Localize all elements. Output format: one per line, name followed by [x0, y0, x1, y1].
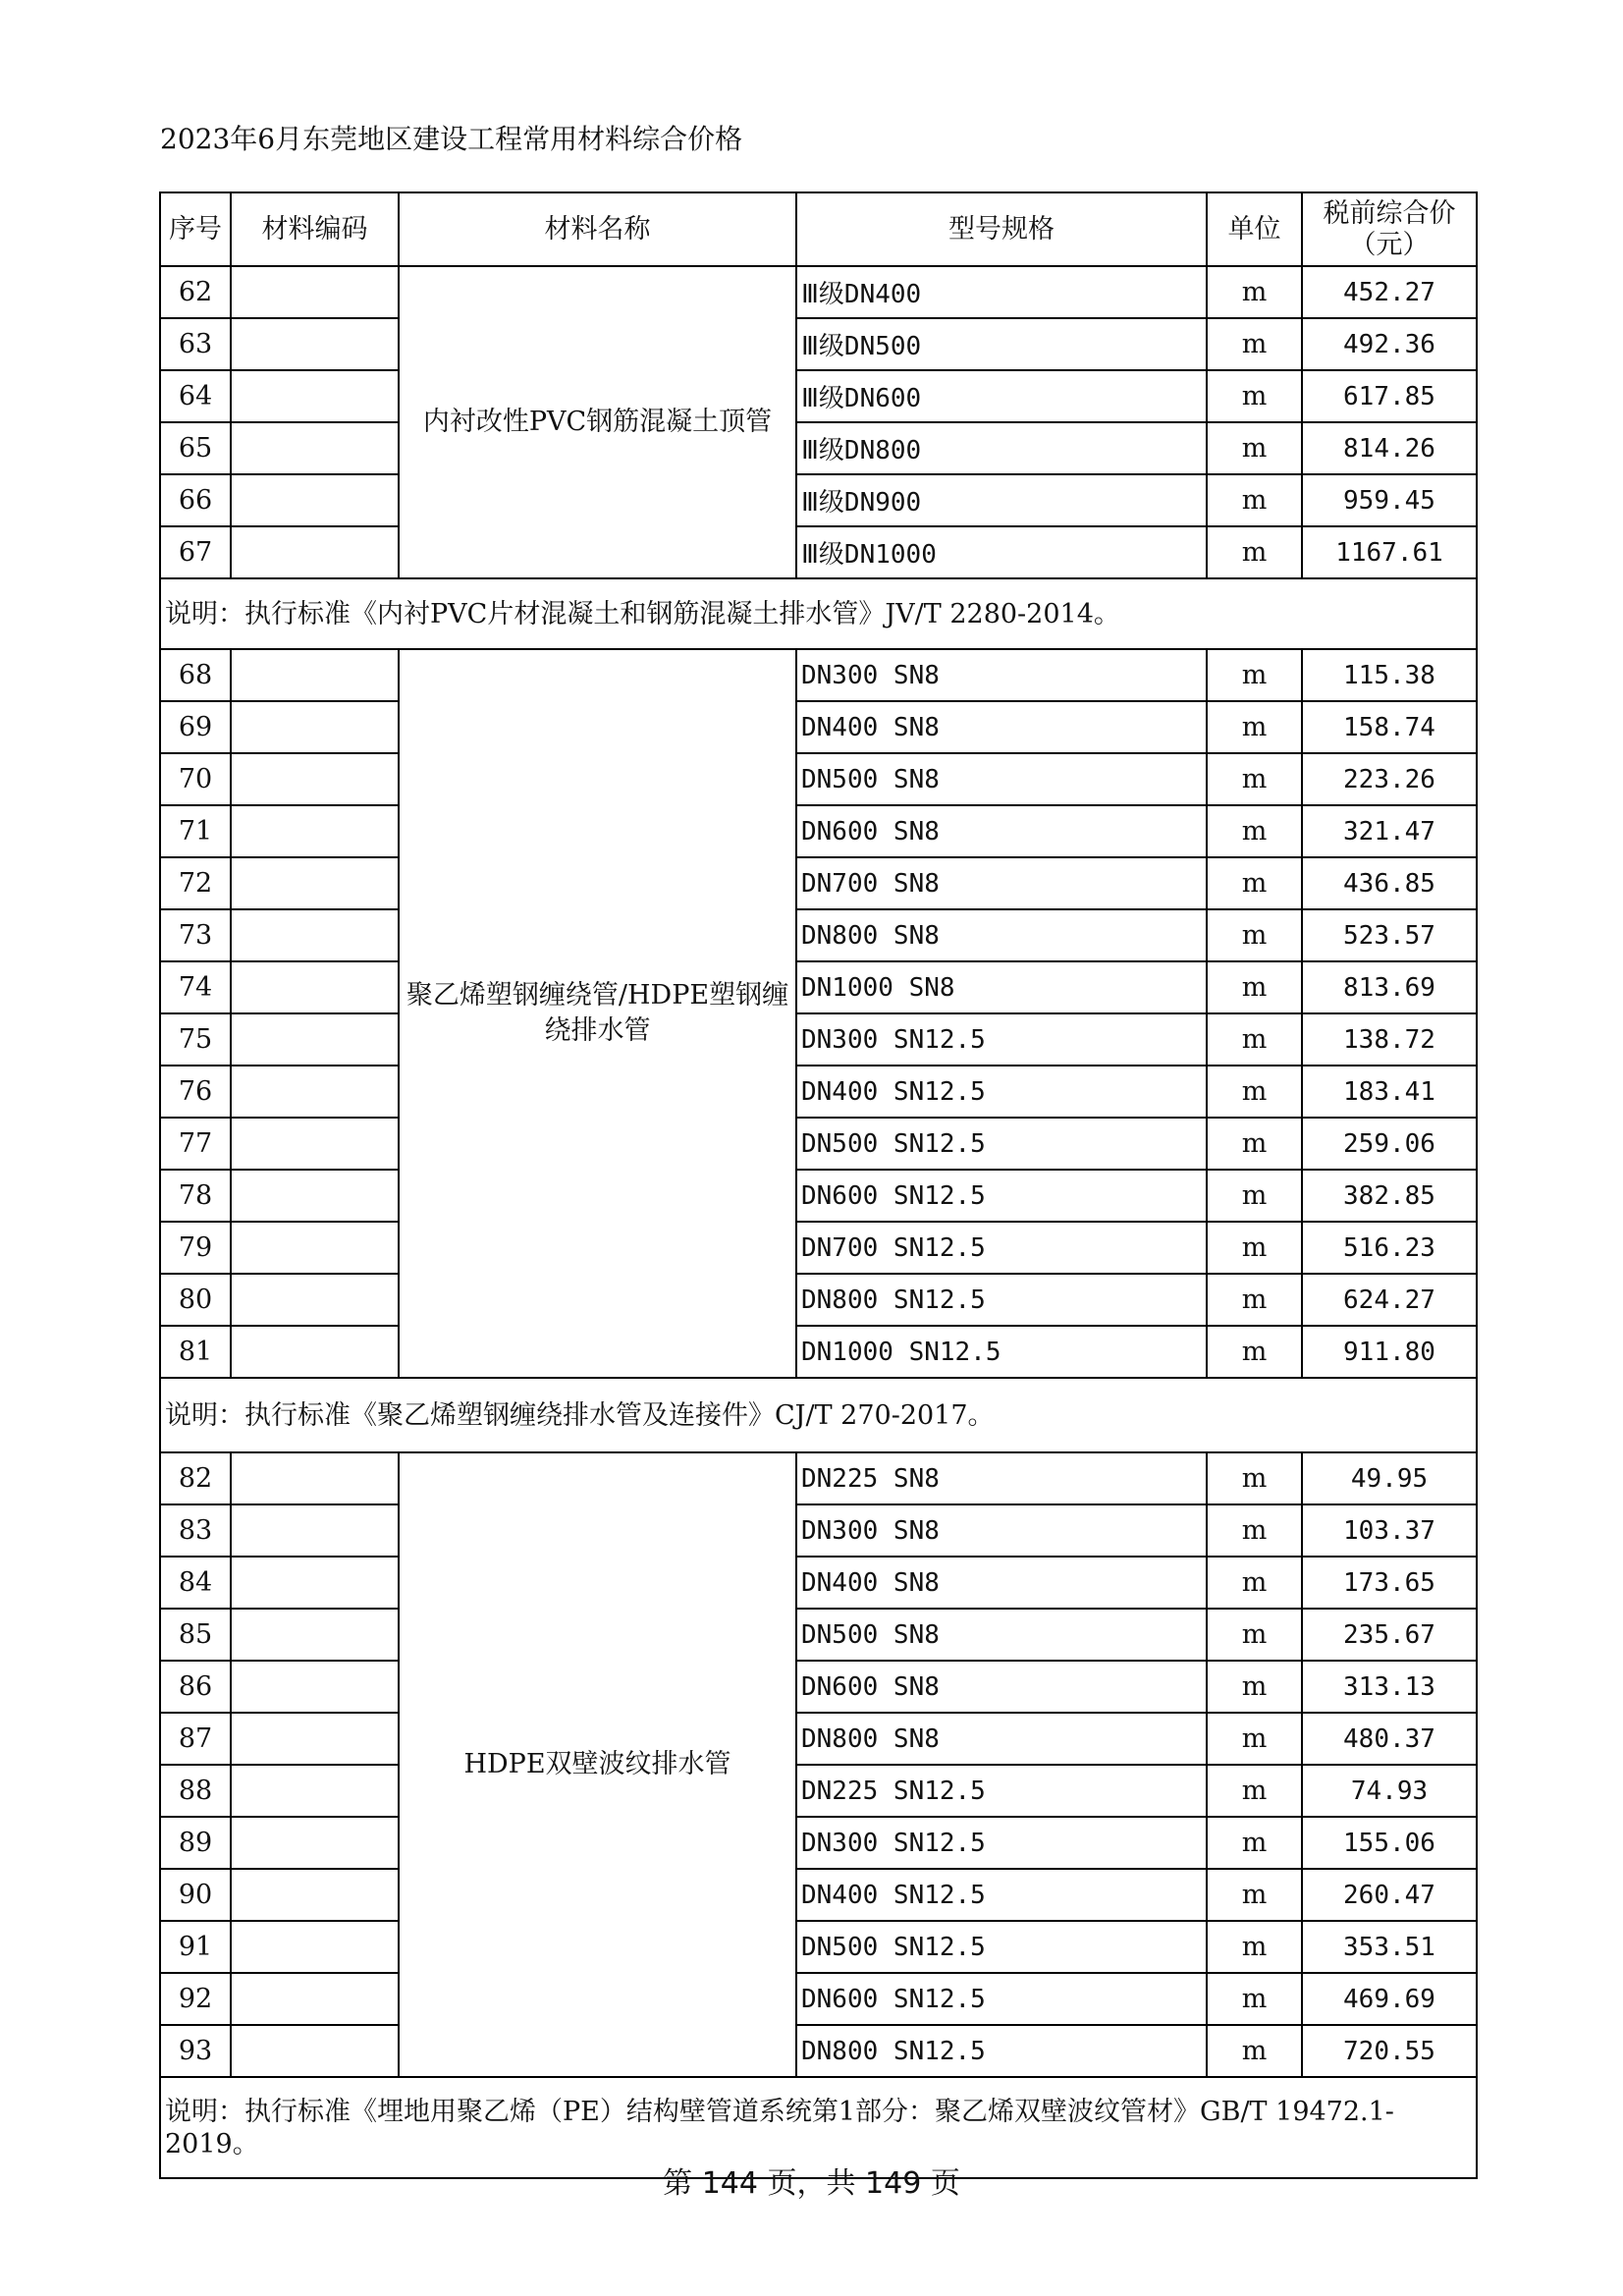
- cell-spec: Ⅲ级DN800: [796, 422, 1207, 474]
- cell-price: 353.51: [1302, 1921, 1477, 1973]
- cell-no: 80: [160, 1274, 231, 1326]
- cell-code: [231, 857, 399, 909]
- cell-price: 158.74: [1302, 701, 1477, 753]
- cell-code: [231, 1661, 399, 1713]
- cell-no: 89: [160, 1817, 231, 1869]
- table-row: [160, 266, 1477, 318]
- cell-price: 74.93: [1302, 1765, 1477, 1817]
- cell-no: 63: [160, 318, 231, 370]
- cell-unit: m: [1207, 1013, 1302, 1066]
- table-row: [160, 1066, 1477, 1118]
- page-number: 第 144 页，共 149 页: [663, 2166, 960, 2201]
- cell-unit: m: [1207, 1170, 1302, 1222]
- cell-no: 72: [160, 857, 231, 909]
- cell-unit: m: [1207, 1713, 1302, 1765]
- cell-unit: m: [1207, 1609, 1302, 1661]
- table-row: [160, 1713, 1477, 1765]
- cell-price: 617.85: [1302, 370, 1477, 422]
- cell-price: 103.37: [1302, 1504, 1477, 1557]
- cell-code: [231, 1765, 399, 1817]
- table-row: [160, 1118, 1477, 1170]
- cell-material-name: HDPE双壁波纹排水管: [399, 1452, 796, 2077]
- cell-code: [231, 526, 399, 578]
- cell-price: 720.55: [1302, 2025, 1477, 2077]
- cell-spec: DN800 SN8: [796, 909, 1207, 961]
- cell-no: 79: [160, 1222, 231, 1274]
- cell-code: [231, 701, 399, 753]
- cell-price: 480.37: [1302, 1713, 1477, 1765]
- table-row: [160, 370, 1477, 422]
- cell-no: 65: [160, 422, 231, 474]
- cell-code: [231, 266, 399, 318]
- cell-unit: m: [1207, 701, 1302, 753]
- table-row: [160, 1170, 1477, 1222]
- col-header-spec: 型号规格: [796, 192, 1207, 266]
- col-header-unit: 单位: [1207, 192, 1302, 266]
- cell-no: 93: [160, 2025, 231, 2077]
- cell-spec: DN500 SN8: [796, 753, 1207, 805]
- cell-no: 76: [160, 1066, 231, 1118]
- cell-price: 235.67: [1302, 1609, 1477, 1661]
- col-header-price-line2: （元）: [1349, 229, 1430, 260]
- table-row: [160, 1274, 1477, 1326]
- cell-unit: m: [1207, 1869, 1302, 1921]
- cell-spec: DN225 SN12.5: [796, 1765, 1207, 1817]
- cell-spec: DN400 SN8: [796, 1557, 1207, 1609]
- cell-code: [231, 1609, 399, 1661]
- cell-spec: DN700 SN8: [796, 857, 1207, 909]
- cell-unit: m: [1207, 1066, 1302, 1118]
- cell-price: 155.06: [1302, 1817, 1477, 1869]
- cell-unit: m: [1207, 474, 1302, 526]
- cell-spec: DN600 SN8: [796, 805, 1207, 857]
- cell-spec: DN300 SN8: [796, 649, 1207, 701]
- cell-price: 260.47: [1302, 1869, 1477, 1921]
- cell-unit: m: [1207, 1274, 1302, 1326]
- cell-price: 624.27: [1302, 1274, 1477, 1326]
- note-text: 说明：执行标准《埋地用聚乙烯（PE）结构壁管道系统第1部分：聚乙烯双壁波纹管材》GB/T 19472.1-2019。: [160, 2077, 1477, 2178]
- cell-price: 492.36: [1302, 318, 1477, 370]
- note-text: 说明：执行标准《聚乙烯塑钢缠绕排水管及连接件》CJ/T 270-2017。: [160, 1378, 1477, 1452]
- cell-spec: DN1000 SN8: [796, 961, 1207, 1013]
- table-body: [160, 266, 1477, 2178]
- cell-code: [231, 1326, 399, 1378]
- cell-unit: m: [1207, 2025, 1302, 2077]
- cell-no: 78: [160, 1170, 231, 1222]
- cell-code: [231, 1274, 399, 1326]
- col-header-code: 材料编码: [231, 192, 399, 266]
- cell-spec: DN300 SN12.5: [796, 1817, 1207, 1869]
- cell-unit: m: [1207, 1118, 1302, 1170]
- cell-unit: m: [1207, 1973, 1302, 2025]
- cell-unit: m: [1207, 961, 1302, 1013]
- cell-spec: DN300 SN8: [796, 1504, 1207, 1557]
- cell-no: 62: [160, 266, 231, 318]
- table-row: [160, 1326, 1477, 1378]
- cell-price: 259.06: [1302, 1118, 1477, 1170]
- cell-no: 90: [160, 1869, 231, 1921]
- table-row: [160, 474, 1477, 526]
- cell-unit: m: [1207, 649, 1302, 701]
- cell-code: [231, 1013, 399, 1066]
- cell-no: 67: [160, 526, 231, 578]
- cell-code: [231, 1713, 399, 1765]
- table-row: [160, 318, 1477, 370]
- table-row: [160, 961, 1477, 1013]
- cell-code: [231, 1921, 399, 1973]
- cell-unit: m: [1207, 1557, 1302, 1609]
- cell-unit: m: [1207, 1661, 1302, 1713]
- cell-spec: DN600 SN8: [796, 1661, 1207, 1713]
- cell-code: [231, 422, 399, 474]
- table-row: [160, 753, 1477, 805]
- table-row: [160, 805, 1477, 857]
- table-row: [160, 857, 1477, 909]
- table-row: [160, 1817, 1477, 1869]
- cell-unit: m: [1207, 370, 1302, 422]
- cell-unit: m: [1207, 805, 1302, 857]
- cell-code: [231, 1817, 399, 1869]
- cell-spec: DN300 SN12.5: [796, 1013, 1207, 1066]
- cell-code: [231, 1557, 399, 1609]
- cell-unit: m: [1207, 1504, 1302, 1557]
- cell-spec: Ⅲ级DN900: [796, 474, 1207, 526]
- cell-unit: m: [1207, 909, 1302, 961]
- cell-spec: DN700 SN12.5: [796, 1222, 1207, 1274]
- cell-price: 382.85: [1302, 1170, 1477, 1222]
- col-header-price: [1302, 192, 1477, 266]
- cell-code: [231, 753, 399, 805]
- cell-code: [231, 649, 399, 701]
- table-row: [160, 1765, 1477, 1817]
- table-row: [160, 526, 1477, 578]
- cell-spec: DN500 SN12.5: [796, 1118, 1207, 1170]
- cell-unit: m: [1207, 753, 1302, 805]
- cell-spec: DN800 SN12.5: [796, 2025, 1207, 2077]
- cell-spec: Ⅲ级DN1000: [796, 526, 1207, 578]
- table-row: [160, 1609, 1477, 1661]
- cell-price: 959.45: [1302, 474, 1477, 526]
- cell-code: [231, 1452, 399, 1504]
- cell-code: [231, 1170, 399, 1222]
- cell-no: 87: [160, 1713, 231, 1765]
- col-header-name: 材料名称: [399, 192, 796, 266]
- table-row: [160, 649, 1477, 701]
- cell-code: [231, 961, 399, 1013]
- table-row: [160, 1504, 1477, 1557]
- cell-material-name: 内衬改性PVC钢筋混凝土顶管: [399, 266, 796, 578]
- cell-spec: Ⅲ级DN500: [796, 318, 1207, 370]
- cell-code: [231, 805, 399, 857]
- cell-spec: DN600 SN12.5: [796, 1170, 1207, 1222]
- cell-unit: m: [1207, 422, 1302, 474]
- cell-spec: DN400 SN12.5: [796, 1869, 1207, 1921]
- price-table: [159, 191, 1478, 2179]
- cell-price: 321.47: [1302, 805, 1477, 857]
- cell-price: 313.13: [1302, 1661, 1477, 1713]
- cell-code: [231, 1118, 399, 1170]
- note-row: [160, 1378, 1477, 1452]
- cell-spec: DN225 SN8: [796, 1452, 1207, 1504]
- cell-unit: m: [1207, 266, 1302, 318]
- cell-no: 73: [160, 909, 231, 961]
- cell-code: [231, 909, 399, 961]
- cell-no: 71: [160, 805, 231, 857]
- cell-code: [231, 1222, 399, 1274]
- cell-price: 813.69: [1302, 961, 1477, 1013]
- cell-price: 173.65: [1302, 1557, 1477, 1609]
- cell-spec: DN800 SN12.5: [796, 1274, 1207, 1326]
- cell-spec: DN500 SN8: [796, 1609, 1207, 1661]
- cell-unit: m: [1207, 526, 1302, 578]
- cell-unit: m: [1207, 1765, 1302, 1817]
- document-title: 2023年6月东莞地区建设工程常用材料综合价格: [160, 123, 743, 155]
- col-header-price-line1: 税前综合价: [1323, 197, 1456, 229]
- cell-no: 92: [160, 1973, 231, 2025]
- cell-code: [231, 1869, 399, 1921]
- cell-code: [231, 1066, 399, 1118]
- cell-no: 84: [160, 1557, 231, 1609]
- cell-no: 66: [160, 474, 231, 526]
- cell-price: 911.80: [1302, 1326, 1477, 1378]
- cell-no: 77: [160, 1118, 231, 1170]
- cell-unit: m: [1207, 1326, 1302, 1378]
- table-row: [160, 909, 1477, 961]
- cell-price: 115.38: [1302, 649, 1477, 701]
- cell-code: [231, 2025, 399, 2077]
- table-row: [160, 422, 1477, 474]
- cell-spec: DN1000 SN12.5: [796, 1326, 1207, 1378]
- cell-spec: DN500 SN12.5: [796, 1921, 1207, 1973]
- table-row: [160, 1222, 1477, 1274]
- cell-price: 516.23: [1302, 1222, 1477, 1274]
- table-row: [160, 2025, 1477, 2077]
- table-row: [160, 1013, 1477, 1066]
- table-row: [160, 1921, 1477, 1973]
- cell-no: 69: [160, 701, 231, 753]
- cell-no: 88: [160, 1765, 231, 1817]
- cell-price: 1167.61: [1302, 526, 1477, 578]
- cell-price: 452.27: [1302, 266, 1477, 318]
- table-row: [160, 1557, 1477, 1609]
- cell-no: 75: [160, 1013, 231, 1066]
- cell-no: 70: [160, 753, 231, 805]
- cell-material-name: 聚乙烯塑钢缠绕管/HDPE塑钢缠绕排水管: [399, 649, 796, 1378]
- cell-spec: DN800 SN8: [796, 1713, 1207, 1765]
- cell-unit: m: [1207, 1921, 1302, 1973]
- cell-spec: Ⅲ级DN600: [796, 370, 1207, 422]
- table-row: [160, 1452, 1477, 1504]
- cell-unit: m: [1207, 318, 1302, 370]
- cell-no: 68: [160, 649, 231, 701]
- cell-spec: Ⅲ级DN400: [796, 266, 1207, 318]
- cell-price: 814.26: [1302, 422, 1477, 474]
- cell-no: 74: [160, 961, 231, 1013]
- table-row: [160, 1869, 1477, 1921]
- cell-price: 49.95: [1302, 1452, 1477, 1504]
- cell-price: 436.85: [1302, 857, 1477, 909]
- cell-unit: m: [1207, 1452, 1302, 1504]
- note-row: [160, 578, 1477, 649]
- cell-no: 85: [160, 1609, 231, 1661]
- cell-price: 223.26: [1302, 753, 1477, 805]
- cell-spec: DN400 SN8: [796, 701, 1207, 753]
- cell-spec: DN600 SN12.5: [796, 1973, 1207, 2025]
- cell-unit: m: [1207, 1222, 1302, 1274]
- cell-code: [231, 370, 399, 422]
- cell-code: [231, 1504, 399, 1557]
- cell-no: 86: [160, 1661, 231, 1713]
- note-text: 说明：执行标准《内衬PVC片材混凝土和钢筋混凝土排水管》JV/T 2280-2014。: [160, 578, 1477, 649]
- cell-no: 64: [160, 370, 231, 422]
- table-row: [160, 701, 1477, 753]
- cell-code: [231, 1973, 399, 2025]
- cell-spec: DN400 SN12.5: [796, 1066, 1207, 1118]
- table-header-row: [160, 192, 1477, 266]
- cell-no: 81: [160, 1326, 231, 1378]
- cell-unit: m: [1207, 857, 1302, 909]
- cell-price: 469.69: [1302, 1973, 1477, 2025]
- cell-no: 83: [160, 1504, 231, 1557]
- cell-no: 91: [160, 1921, 231, 1973]
- cell-code: [231, 318, 399, 370]
- cell-price: 138.72: [1302, 1013, 1477, 1066]
- table-row: [160, 1973, 1477, 2025]
- table-row: [160, 1661, 1477, 1713]
- cell-unit: m: [1207, 1817, 1302, 1869]
- cell-price: 523.57: [1302, 909, 1477, 961]
- cell-code: [231, 474, 399, 526]
- cell-no: 82: [160, 1452, 231, 1504]
- cell-price: 183.41: [1302, 1066, 1477, 1118]
- col-header-no: 序号: [160, 192, 231, 266]
